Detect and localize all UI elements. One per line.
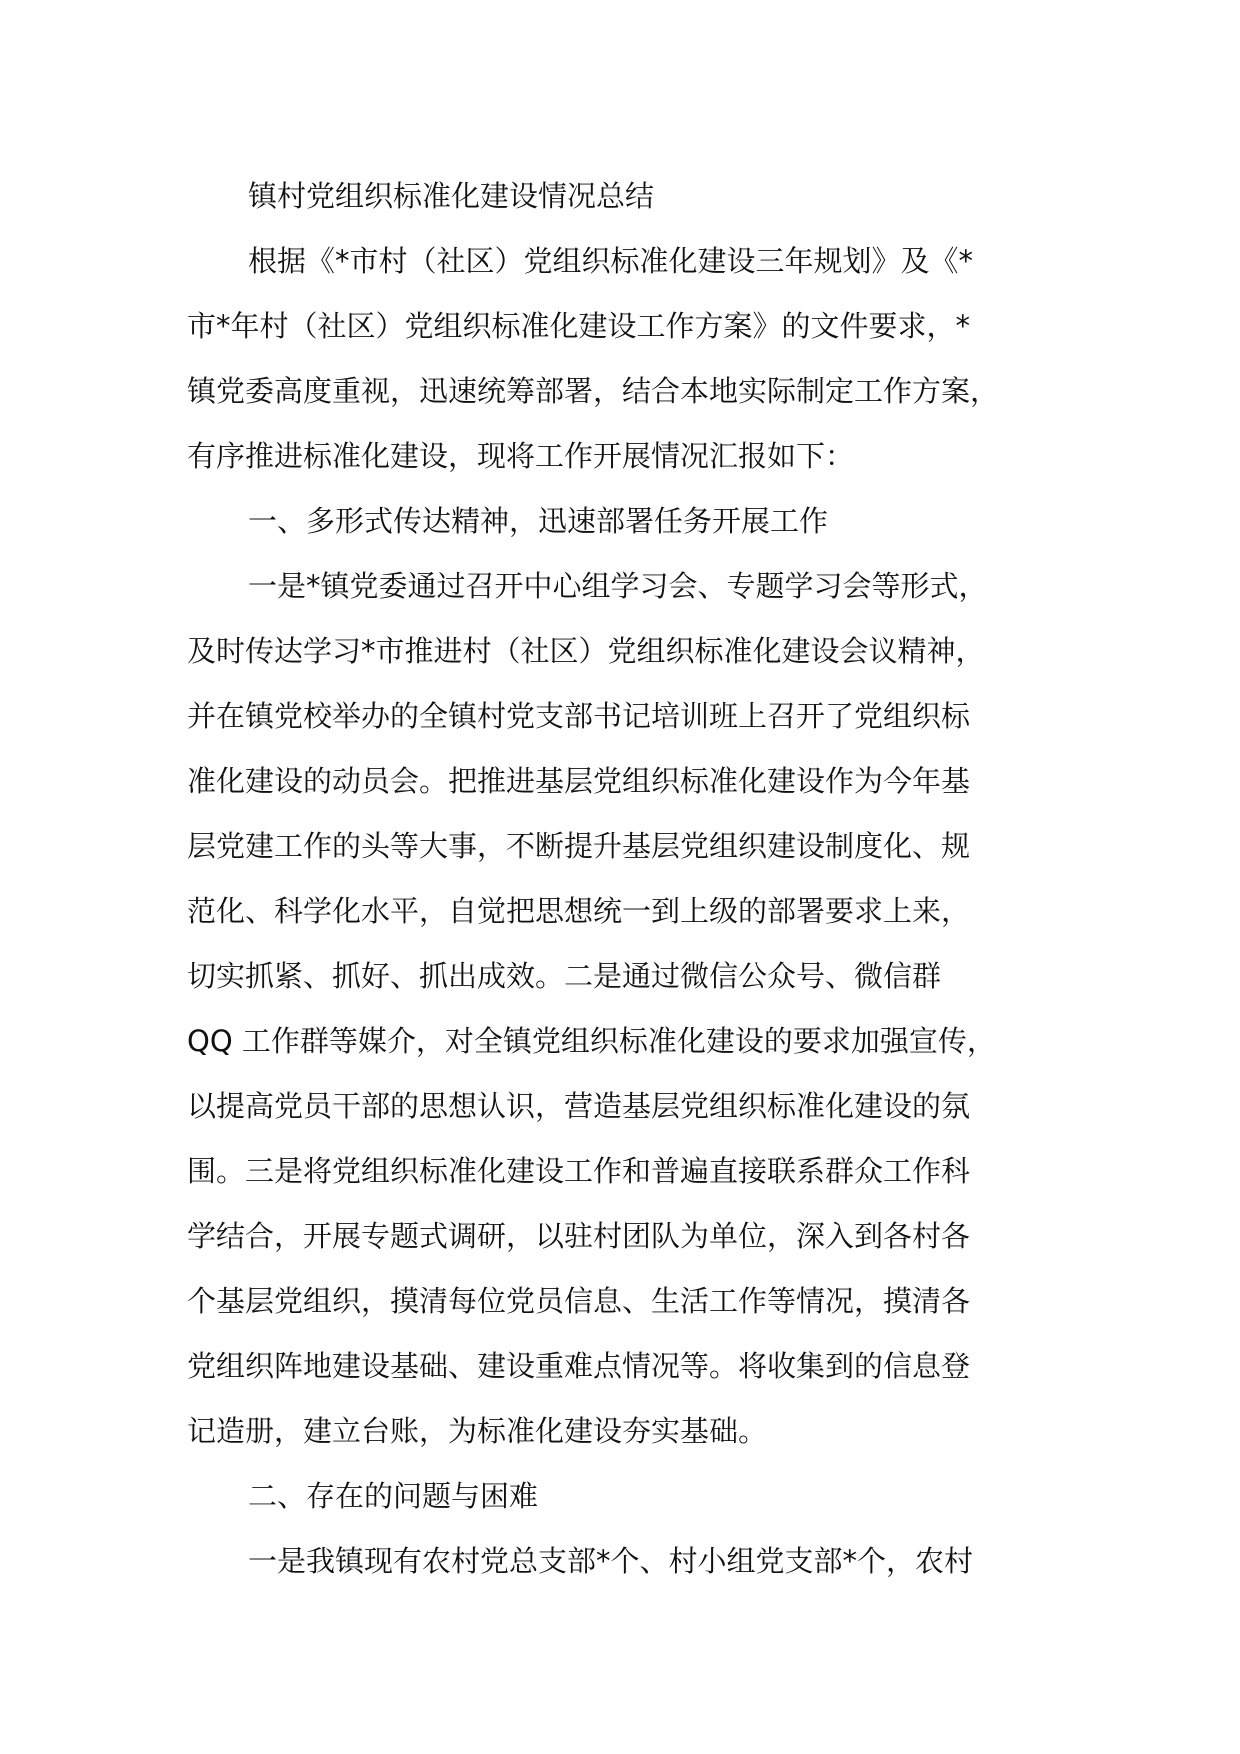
section-heading: 二、存在的问题与困难 xyxy=(248,1479,539,1513)
paragraph-line: 层党建工作的头等大事，不断提升基层党组织建设制度化、规 xyxy=(187,829,971,863)
paragraph-line: 记造册，建立台账，为标准化建设夯实基础。 xyxy=(187,1414,768,1448)
paragraph-line: 围。三是将党组织标准化建设工作和普遍直接联系群众工作科 xyxy=(187,1154,971,1188)
paragraph-line: 范化、科学化水平，自觉把思想统一到上级的部署要求上来， xyxy=(187,894,971,928)
paragraph-line: 市*年村（社区）党组织标准化建设工作方案》的文件要求，* xyxy=(187,309,971,343)
document-title: 镇村党组织标准化建设情况总结 xyxy=(248,179,655,213)
paragraph-line: 一是*镇党委通过召开中心组学习会、专题学习会等形式， xyxy=(248,569,988,603)
paragraph-line: 学结合，开展专题式调研，以驻村团队为单位，深入到各村各 xyxy=(187,1219,971,1253)
section-heading: 一、多形式传达精神，迅速部署任务开展工作 xyxy=(248,504,829,538)
paragraph-line: 及时传达学习*市推进村（社区）党组织标准化建设会议精神， xyxy=(187,634,985,668)
document-body xyxy=(187,164,1067,1594)
paragraph-line: 并在镇党校举办的全镇村党支部书记培训班上召开了党组织标 xyxy=(187,699,971,733)
paragraph-line: 准化建设的动员会。把推进基层党组织标准化建设作为今年基 xyxy=(187,764,971,798)
paragraph-line: QQ 工作群等媒介，对全镇党组织标准化建设的要求加强宣传， xyxy=(187,1024,996,1058)
paragraph-line: 一是我镇现有农村党总支部*个、村小组党支部*个，农村 xyxy=(248,1544,974,1578)
paragraph-line: 镇党委高度重视，迅速统筹部署，结合本地实际制定工作方案， xyxy=(187,374,1000,408)
paragraph-line: 有序推进标准化建设，现将工作开展情况汇报如下： xyxy=(187,439,855,473)
paragraph-line: 切实抓紧、抓好、抓出成效。二是通过微信公众号、微信群 xyxy=(187,959,942,993)
paragraph-line: 个基层党组织，摸清每位党员信息、生活工作等情况，摸清各 xyxy=(187,1284,971,1318)
paragraph-line: 根据《*市村（社区）党组织标准化建设三年规划》及《* xyxy=(248,244,974,278)
paragraph-line: 以提高党员干部的思想认识，营造基层党组织标准化建设的氛 xyxy=(187,1089,971,1123)
paragraph-line: 党组织阵地建设基础、建设重难点情况等。将收集到的信息登 xyxy=(187,1349,971,1383)
